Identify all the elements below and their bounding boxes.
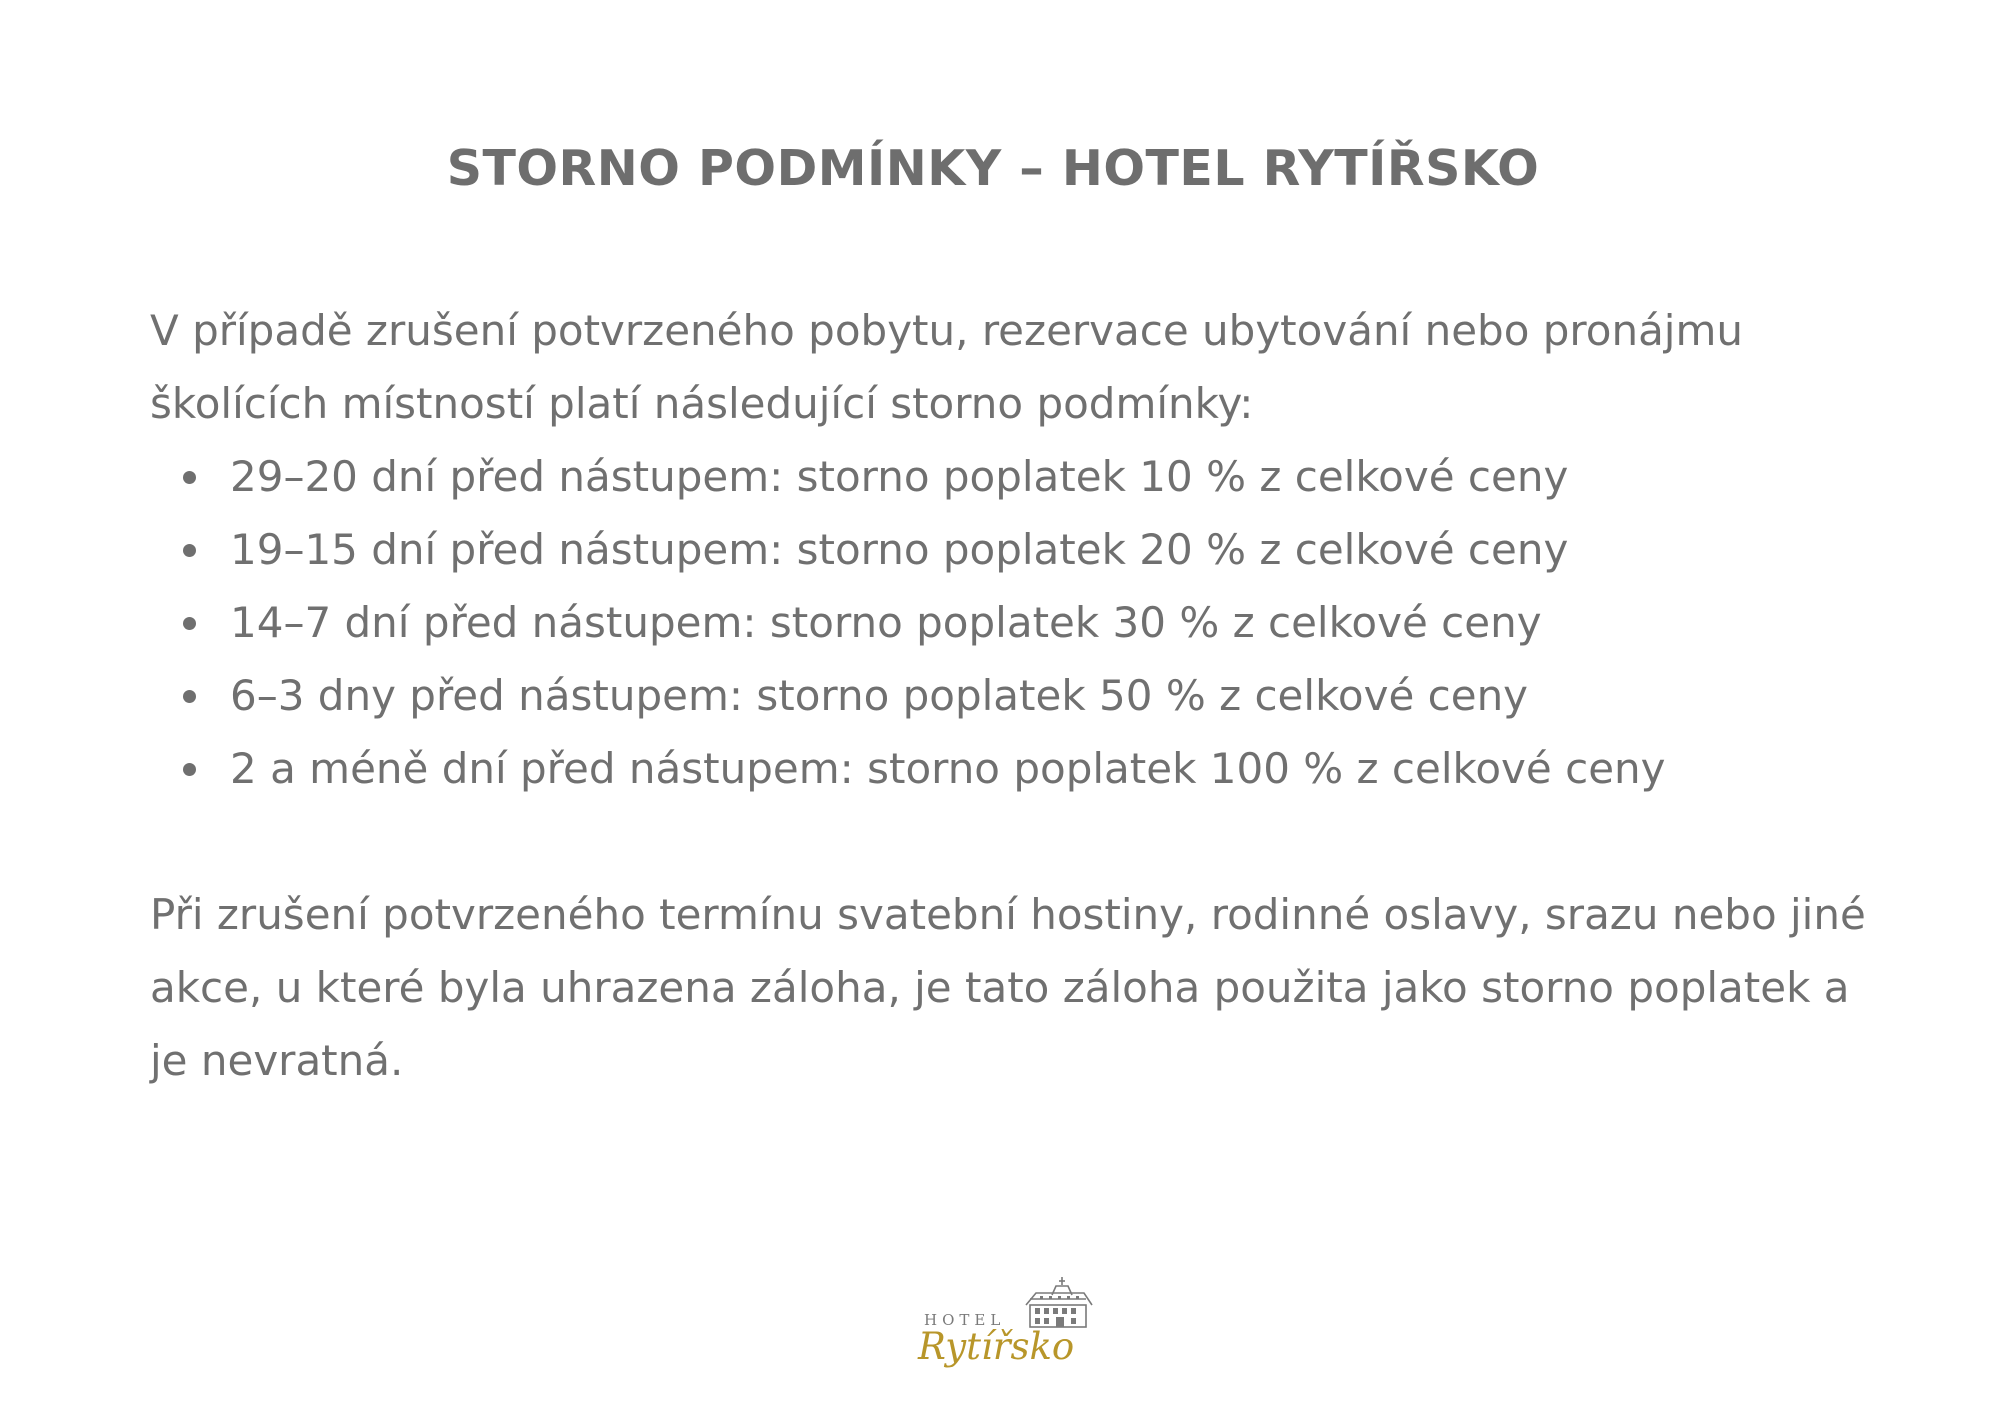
paragraph-spacer [150,805,1890,878]
condition-text: 29–20 dní před nástupem: storno poplatek 10 % z celkové ceny [230,452,1569,501]
condition-text: 2 a méně dní před nástupem: storno poplatek 100 % z celkové ceny [230,744,1666,793]
cancellation-conditions-list [150,440,1890,805]
list-item [150,659,1890,732]
document-body [150,294,1890,1097]
page-title: STORNO PODMÍNKY – HOTEL RYTÍŘSKO [446,140,1540,197]
bullet-icon [183,690,196,703]
condition-text: 6–3 dny před nástupem: storno poplatek 50 % z celkové ceny [230,671,1529,720]
bullet-icon [183,763,196,776]
condition-text: 19–15 dní před nástupem: storno poplatek 20 % z celkové ceny [230,525,1569,574]
intro-paragraph: V případě zrušení potvrzeného pobytu, rezervace ubytování nebo pronájmu školících místností platí následující storno podmínky: [150,306,1744,428]
logo-hotel-text: HOTEL [924,1311,1006,1329]
list-item [150,513,1890,586]
list-item [150,440,1890,513]
hotel-logo [918,1277,1093,1382]
bullet-icon [183,617,196,630]
closing-paragraph: Při zrušení potvrzeného termínu svatební hostiny, rodinné oslavy, srazu nebo jiné akce, u které byla uhrazena záloha, je tato záloha použita jako storno poplatek a je nevratná. [150,890,1866,1085]
bullet-icon [183,471,196,484]
list-item [150,586,1890,659]
logo-hotel-name: Rytířsko [918,1325,1075,1368]
bullet-icon [183,544,196,557]
list-item [150,732,1890,805]
castle-icon [1022,1277,1094,1329]
condition-text: 14–7 dní před nástupem: storno poplatek 30 % z celkové ceny [230,598,1542,647]
